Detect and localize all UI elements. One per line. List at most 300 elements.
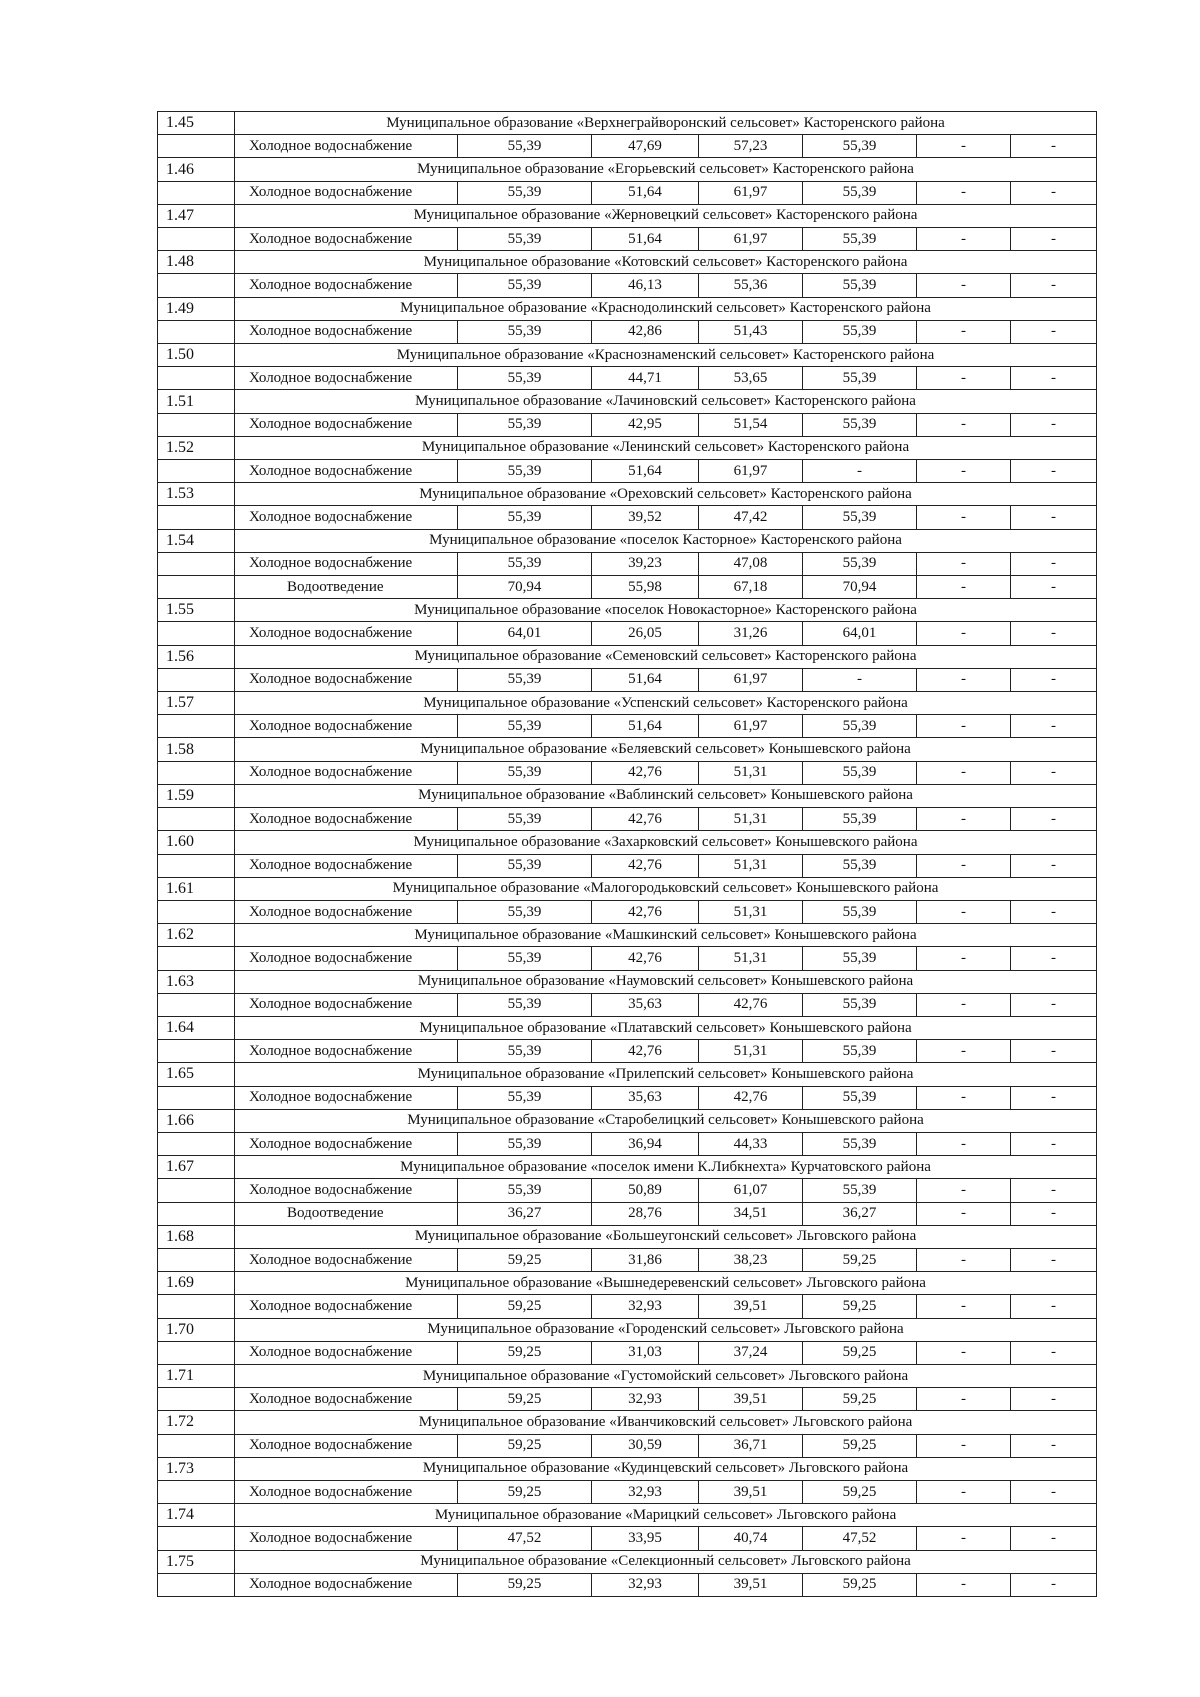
row-number: 1.54 xyxy=(158,529,235,552)
tariff-value: 55,39 xyxy=(803,761,917,784)
tariff-value: 55,39 xyxy=(458,808,592,831)
service-name: Холодное водоснабжение xyxy=(235,1527,458,1550)
tariff-value: 51,64 xyxy=(592,715,699,738)
tariff-value: 39,51 xyxy=(699,1480,803,1503)
tariff-value: - xyxy=(917,413,1011,436)
tariff-value: 55,39 xyxy=(803,993,917,1016)
tariff-value: 28,76 xyxy=(592,1202,699,1225)
service-name: Холодное водоснабжение xyxy=(235,181,458,204)
tariff-value: 59,25 xyxy=(458,1480,592,1503)
tariff-value: 42,76 xyxy=(592,1040,699,1063)
tariff-value: - xyxy=(917,1434,1011,1457)
tariff-value: - xyxy=(1011,1132,1097,1155)
row-number: 1.45 xyxy=(158,112,235,135)
municipality-title: Муниципальное образование «Большеугонский сельсовет» Льговского района xyxy=(235,1225,1097,1248)
tariff-value: 39,51 xyxy=(699,1295,803,1318)
service-name: Холодное водоснабжение xyxy=(235,1480,458,1503)
municipality-header-row xyxy=(158,297,1097,320)
tariff-value: 55,36 xyxy=(699,274,803,297)
tariff-value: - xyxy=(1011,1086,1097,1109)
tariff-value: 59,25 xyxy=(458,1388,592,1411)
tariff-value: 59,25 xyxy=(458,1248,592,1271)
municipality-title: Муниципальное образование «Марицкий сельсовет» Льговского района xyxy=(235,1504,1097,1527)
row-number: 1.46 xyxy=(158,158,235,181)
tariff-value: 55,39 xyxy=(458,900,592,923)
tariff-value: 39,51 xyxy=(699,1388,803,1411)
row-number: 1.69 xyxy=(158,1272,235,1295)
municipality-title: Муниципальное образование «Ваблинский сельсовет» Конышевского района xyxy=(235,784,1097,807)
tariff-value: - xyxy=(1011,460,1097,483)
service-row xyxy=(158,1248,1097,1271)
row-number: 1.52 xyxy=(158,436,235,459)
empty-cell xyxy=(158,668,235,691)
service-row xyxy=(158,1527,1097,1550)
tariff-value: 44,71 xyxy=(592,367,699,390)
tariff-value: 55,39 xyxy=(803,1179,917,1202)
tariff-value: - xyxy=(917,808,1011,831)
municipality-header-row xyxy=(158,1016,1097,1039)
tariff-value: - xyxy=(1011,993,1097,1016)
tariff-value: 33,95 xyxy=(592,1527,699,1550)
service-name: Холодное водоснабжение xyxy=(235,274,458,297)
municipality-title: Муниципальное образование «Машкинский сельсовет» Конышевского района xyxy=(235,924,1097,947)
tariff-value: - xyxy=(1011,1295,1097,1318)
tariff-value: 64,01 xyxy=(803,622,917,645)
tariff-value: - xyxy=(917,1388,1011,1411)
tariff-value: 61,97 xyxy=(699,668,803,691)
row-number: 1.68 xyxy=(158,1225,235,1248)
tariff-value: 55,39 xyxy=(458,668,592,691)
municipality-title: Муниципальное образование «поселок Новокасторное» Касторенского района xyxy=(235,599,1097,622)
tariff-value: 55,39 xyxy=(458,506,592,529)
service-row xyxy=(158,367,1097,390)
tariff-value: - xyxy=(917,761,1011,784)
row-number: 1.57 xyxy=(158,692,235,715)
tariff-value: 70,94 xyxy=(458,576,592,599)
row-number: 1.51 xyxy=(158,390,235,413)
tariff-value: - xyxy=(917,320,1011,343)
tariff-value: 51,31 xyxy=(699,1040,803,1063)
service-name: Холодное водоснабжение xyxy=(235,715,458,738)
tariff-value: - xyxy=(917,900,1011,923)
empty-cell xyxy=(158,715,235,738)
municipality-header-row xyxy=(158,1411,1097,1434)
municipality-title: Муниципальное образование «Кудинцевский сельсовет» Льговского района xyxy=(235,1457,1097,1480)
tariff-value: 47,69 xyxy=(592,135,699,158)
tariff-value: 39,52 xyxy=(592,506,699,529)
tariff-value: - xyxy=(917,1132,1011,1155)
empty-cell xyxy=(158,947,235,970)
municipality-header-row xyxy=(158,784,1097,807)
tariff-value: 36,94 xyxy=(592,1132,699,1155)
tariff-value: 59,25 xyxy=(803,1295,917,1318)
empty-cell xyxy=(158,1086,235,1109)
empty-cell xyxy=(158,228,235,251)
tariff-value: 55,39 xyxy=(803,715,917,738)
municipality-header-row xyxy=(158,1109,1097,1132)
municipality-title: Муниципальное образование «Краснодолинский сельсовет» Касторенского района xyxy=(235,297,1097,320)
tariff-value: 42,95 xyxy=(592,413,699,436)
municipality-title: Муниципальное образование «Густомойский сельсовет» Льговского района xyxy=(235,1364,1097,1387)
empty-cell xyxy=(158,135,235,158)
row-number: 1.66 xyxy=(158,1109,235,1132)
tariff-value: 55,39 xyxy=(803,854,917,877)
tariff-value: 47,52 xyxy=(803,1527,917,1550)
tariff-value: - xyxy=(1011,1527,1097,1550)
tariff-value: - xyxy=(917,1295,1011,1318)
service-row xyxy=(158,576,1097,599)
service-row xyxy=(158,460,1097,483)
municipality-header-row xyxy=(158,436,1097,459)
row-number: 1.61 xyxy=(158,877,235,900)
tariff-value: - xyxy=(1011,900,1097,923)
tariff-value: 55,39 xyxy=(803,1040,917,1063)
service-name: Холодное водоснабжение xyxy=(235,1248,458,1271)
tariff-value: - xyxy=(917,993,1011,1016)
service-name: Водоотведение xyxy=(235,1202,458,1225)
service-row xyxy=(158,181,1097,204)
municipality-title: Муниципальное образование «Селекционный сельсовет» Льговского района xyxy=(235,1550,1097,1573)
tariff-value: 55,39 xyxy=(458,761,592,784)
tariff-value: - xyxy=(1011,1179,1097,1202)
tariff-value: 59,25 xyxy=(458,1434,592,1457)
service-row xyxy=(158,135,1097,158)
tariff-value: - xyxy=(917,506,1011,529)
tariff-value: 42,76 xyxy=(699,1086,803,1109)
service-row xyxy=(158,622,1097,645)
tariff-value: - xyxy=(1011,1341,1097,1364)
row-number: 1.60 xyxy=(158,831,235,854)
municipality-header-row xyxy=(158,877,1097,900)
service-row xyxy=(158,1040,1097,1063)
tariff-value: - xyxy=(917,1341,1011,1364)
tariff-value: 55,39 xyxy=(458,1179,592,1202)
tariff-value: - xyxy=(1011,1248,1097,1271)
tariff-value: 55,39 xyxy=(803,1086,917,1109)
service-name: Холодное водоснабжение xyxy=(235,552,458,575)
tariff-value: - xyxy=(917,228,1011,251)
service-name: Холодное водоснабжение xyxy=(235,228,458,251)
empty-cell xyxy=(158,1480,235,1503)
tariff-value: - xyxy=(1011,576,1097,599)
municipality-header-row xyxy=(158,831,1097,854)
tariff-value: 55,39 xyxy=(458,1086,592,1109)
service-row xyxy=(158,854,1097,877)
tariff-value: 55,39 xyxy=(803,367,917,390)
tariff-value: - xyxy=(1011,506,1097,529)
tariff-value: 51,64 xyxy=(592,228,699,251)
municipality-header-row xyxy=(158,204,1097,227)
tariff-value: 36,27 xyxy=(803,1202,917,1225)
service-row xyxy=(158,808,1097,831)
municipality-header-row xyxy=(158,1318,1097,1341)
empty-cell xyxy=(158,413,235,436)
tariff-value: 59,25 xyxy=(803,1341,917,1364)
tariff-value: 55,39 xyxy=(458,320,592,343)
tariff-value: - xyxy=(1011,854,1097,877)
tariff-value: 47,42 xyxy=(699,506,803,529)
empty-cell xyxy=(158,1341,235,1364)
tariff-value: 42,76 xyxy=(592,854,699,877)
tariff-value: 59,25 xyxy=(458,1573,592,1596)
tariff-value: 38,23 xyxy=(699,1248,803,1271)
municipality-header-row xyxy=(158,112,1097,135)
empty-cell xyxy=(158,1295,235,1318)
row-number: 1.71 xyxy=(158,1364,235,1387)
empty-cell xyxy=(158,367,235,390)
tariff-value: 42,76 xyxy=(592,947,699,970)
tariff-value: 55,39 xyxy=(458,1040,592,1063)
municipality-title: Муниципальное образование «Платавский сельсовет» Конышевского района xyxy=(235,1016,1097,1039)
row-number: 1.64 xyxy=(158,1016,235,1039)
service-name: Холодное водоснабжение xyxy=(235,1132,458,1155)
municipality-header-row xyxy=(158,1156,1097,1179)
service-name: Холодное водоснабжение xyxy=(235,1573,458,1596)
tariff-value: - xyxy=(1011,135,1097,158)
tariff-value: 42,76 xyxy=(592,900,699,923)
tariff-value: - xyxy=(1011,715,1097,738)
row-number: 1.74 xyxy=(158,1504,235,1527)
municipality-title: Муниципальное образование «Жерновецкий сельсовет» Касторенского района xyxy=(235,204,1097,227)
tariff-value: 31,03 xyxy=(592,1341,699,1364)
tariff-value: - xyxy=(1011,1202,1097,1225)
empty-cell xyxy=(158,460,235,483)
tariff-value: 31,86 xyxy=(592,1248,699,1271)
tariff-value: 32,93 xyxy=(592,1295,699,1318)
municipality-header-row xyxy=(158,738,1097,761)
service-name: Холодное водоснабжение xyxy=(235,135,458,158)
tariff-value: 32,93 xyxy=(592,1388,699,1411)
municipality-header-row xyxy=(158,1364,1097,1387)
municipality-title: Муниципальное образование «Захарковский сельсовет» Конышевского района xyxy=(235,831,1097,854)
tariff-value: - xyxy=(917,1086,1011,1109)
tariff-value: 51,31 xyxy=(699,761,803,784)
service-row xyxy=(158,668,1097,691)
tariff-value: - xyxy=(917,1527,1011,1550)
municipality-header-row xyxy=(158,1550,1097,1573)
tariff-value: 61,97 xyxy=(699,181,803,204)
tariff-value: - xyxy=(803,460,917,483)
tariff-value: 55,39 xyxy=(803,413,917,436)
tariff-value: 55,39 xyxy=(458,367,592,390)
service-row xyxy=(158,228,1097,251)
tariff-value: 50,89 xyxy=(592,1179,699,1202)
empty-cell xyxy=(158,854,235,877)
service-row xyxy=(158,320,1097,343)
municipality-title: Муниципальное образование «Иванчиковский сельсовет» Льговского района xyxy=(235,1411,1097,1434)
municipality-title: Муниципальное образование «Успенский сельсовет» Касторенского района xyxy=(235,692,1097,715)
municipality-title: Муниципальное образование «Ленинский сельсовет» Касторенского района xyxy=(235,436,1097,459)
municipality-title: Муниципальное образование «Малогородьковский сельсовет» Конышевского района xyxy=(235,877,1097,900)
tariff-value: 59,25 xyxy=(803,1248,917,1271)
tariff-table-body xyxy=(158,112,1097,1597)
row-number: 1.63 xyxy=(158,970,235,993)
tariff-value: - xyxy=(917,947,1011,970)
service-name: Холодное водоснабжение xyxy=(235,367,458,390)
municipality-title: Муниципальное образование «Беляевский сельсовет» Конышевского района xyxy=(235,738,1097,761)
tariff-value: 55,39 xyxy=(803,552,917,575)
empty-cell xyxy=(158,1132,235,1155)
tariff-value: 55,39 xyxy=(458,552,592,575)
tariff-value: 55,39 xyxy=(458,413,592,436)
tariff-value: 51,31 xyxy=(699,947,803,970)
municipality-header-row xyxy=(158,251,1097,274)
tariff-value: - xyxy=(917,1248,1011,1271)
tariff-value: 55,39 xyxy=(458,715,592,738)
tariff-value: 55,39 xyxy=(803,228,917,251)
empty-cell xyxy=(158,1434,235,1457)
service-name: Холодное водоснабжение xyxy=(235,1388,458,1411)
municipality-title: Муниципальное образование «Городенский сельсовет» Льговского района xyxy=(235,1318,1097,1341)
tariff-value: - xyxy=(917,552,1011,575)
tariff-value: 53,65 xyxy=(699,367,803,390)
tariff-value: - xyxy=(1011,1434,1097,1457)
tariff-value: 61,97 xyxy=(699,715,803,738)
municipality-header-row xyxy=(158,970,1097,993)
tariff-value: 35,63 xyxy=(592,1086,699,1109)
tariff-value: - xyxy=(917,274,1011,297)
tariff-value: - xyxy=(917,1202,1011,1225)
municipality-title: Муниципальное образование «Вышнедеревенский сельсовет» Льговского района xyxy=(235,1272,1097,1295)
empty-cell xyxy=(158,506,235,529)
tariff-value: - xyxy=(917,367,1011,390)
empty-cell xyxy=(158,900,235,923)
tariff-value: 37,24 xyxy=(699,1341,803,1364)
service-row xyxy=(158,993,1097,1016)
tariff-value: 55,39 xyxy=(803,808,917,831)
service-row xyxy=(158,552,1097,575)
tariff-value: 51,64 xyxy=(592,460,699,483)
tariff-value: 61,97 xyxy=(699,460,803,483)
tariff-value: - xyxy=(1011,1040,1097,1063)
empty-cell xyxy=(158,1527,235,1550)
service-name: Холодное водоснабжение xyxy=(235,900,458,923)
tariff-value: 26,05 xyxy=(592,622,699,645)
tariff-value: - xyxy=(1011,761,1097,784)
tariff-value: 55,39 xyxy=(458,1132,592,1155)
municipality-title: Муниципальное образование «Лачиновский сельсовет» Касторенского района xyxy=(235,390,1097,413)
municipality-title: Муниципальное образование «поселок имени К.Либкнехта» Курчатовского района xyxy=(235,1156,1097,1179)
service-row xyxy=(158,1388,1097,1411)
tariff-value: 57,23 xyxy=(699,135,803,158)
tariff-value: 59,25 xyxy=(458,1295,592,1318)
tariff-value: 39,23 xyxy=(592,552,699,575)
municipality-header-row xyxy=(158,1504,1097,1527)
tariff-value: 67,18 xyxy=(699,576,803,599)
tariff-value: 51,31 xyxy=(699,854,803,877)
municipality-title: Муниципальное образование «Краснознаменский сельсовет» Касторенского района xyxy=(235,344,1097,367)
municipality-title: Муниципальное образование «Егорьевский сельсовет» Касторенского района xyxy=(235,158,1097,181)
tariff-value: - xyxy=(917,622,1011,645)
tariff-value: 55,39 xyxy=(803,181,917,204)
tariff-value: 39,51 xyxy=(699,1573,803,1596)
tariff-value: 36,27 xyxy=(458,1202,592,1225)
tariff-value: - xyxy=(1011,552,1097,575)
municipality-header-row xyxy=(158,158,1097,181)
tariff-value: 36,71 xyxy=(699,1434,803,1457)
tariff-value: 55,39 xyxy=(803,320,917,343)
service-row xyxy=(158,1179,1097,1202)
service-name: Холодное водоснабжение xyxy=(235,1086,458,1109)
municipality-header-row xyxy=(158,924,1097,947)
tariff-value: - xyxy=(917,1179,1011,1202)
tariff-value: - xyxy=(1011,413,1097,436)
tariff-value: - xyxy=(1011,320,1097,343)
tariff-value: 55,39 xyxy=(803,135,917,158)
municipality-header-row xyxy=(158,344,1097,367)
row-number: 1.58 xyxy=(158,738,235,761)
row-number: 1.67 xyxy=(158,1156,235,1179)
tariff-value: - xyxy=(917,1480,1011,1503)
service-name: Холодное водоснабжение xyxy=(235,854,458,877)
tariff-value: 55,39 xyxy=(458,181,592,204)
tariff-value: 55,39 xyxy=(458,993,592,1016)
municipality-title: Муниципальное образование «Прилепский сельсовет» Конышевского района xyxy=(235,1063,1097,1086)
service-name: Водоотведение xyxy=(235,576,458,599)
tariff-value: 30,59 xyxy=(592,1434,699,1457)
tariff-value: - xyxy=(1011,1388,1097,1411)
tariff-value: 59,25 xyxy=(803,1388,917,1411)
row-number: 1.59 xyxy=(158,784,235,807)
tariff-value: 51,64 xyxy=(592,668,699,691)
tariff-value: 42,76 xyxy=(699,993,803,1016)
service-row xyxy=(158,1202,1097,1225)
municipality-header-row xyxy=(158,390,1097,413)
service-row xyxy=(158,1434,1097,1457)
service-row xyxy=(158,1341,1097,1364)
tariff-value: - xyxy=(1011,622,1097,645)
municipality-title: Муниципальное образование «Ореховский сельсовет» Касторенского района xyxy=(235,483,1097,506)
row-number: 1.72 xyxy=(158,1411,235,1434)
empty-cell xyxy=(158,808,235,831)
row-number: 1.50 xyxy=(158,344,235,367)
municipality-header-row xyxy=(158,529,1097,552)
service-row xyxy=(158,761,1097,784)
tariff-value: 61,07 xyxy=(699,1179,803,1202)
tariff-value: 35,63 xyxy=(592,993,699,1016)
municipality-header-row xyxy=(158,483,1097,506)
service-row xyxy=(158,1295,1097,1318)
tariff-value: 47,52 xyxy=(458,1527,592,1550)
tariff-value: 42,76 xyxy=(592,808,699,831)
empty-cell xyxy=(158,1388,235,1411)
municipality-title: Муниципальное образование «поселок Касторное» Касторенского района xyxy=(235,529,1097,552)
tariff-value: 32,93 xyxy=(592,1480,699,1503)
tariff-value: 51,64 xyxy=(592,181,699,204)
tariff-value: - xyxy=(1011,228,1097,251)
tariff-value: 55,39 xyxy=(458,274,592,297)
service-name: Холодное водоснабжение xyxy=(235,506,458,529)
row-number: 1.47 xyxy=(158,204,235,227)
tariff-value: 55,39 xyxy=(803,947,917,970)
service-name: Холодное водоснабжение xyxy=(235,808,458,831)
tariff-value: 55,39 xyxy=(458,135,592,158)
tariff-value: - xyxy=(1011,947,1097,970)
tariff-value: 55,39 xyxy=(458,460,592,483)
tariff-value: 55,39 xyxy=(458,228,592,251)
municipality-header-row xyxy=(158,599,1097,622)
service-row xyxy=(158,1480,1097,1503)
tariff-value: 55,98 xyxy=(592,576,699,599)
service-name: Холодное водоснабжение xyxy=(235,622,458,645)
service-name: Холодное водоснабжение xyxy=(235,1179,458,1202)
tariff-value: 42,76 xyxy=(592,761,699,784)
row-number: 1.70 xyxy=(158,1318,235,1341)
service-row xyxy=(158,1132,1097,1155)
tariff-value: 70,94 xyxy=(803,576,917,599)
tariff-value: - xyxy=(1011,367,1097,390)
tariff-value: - xyxy=(917,668,1011,691)
